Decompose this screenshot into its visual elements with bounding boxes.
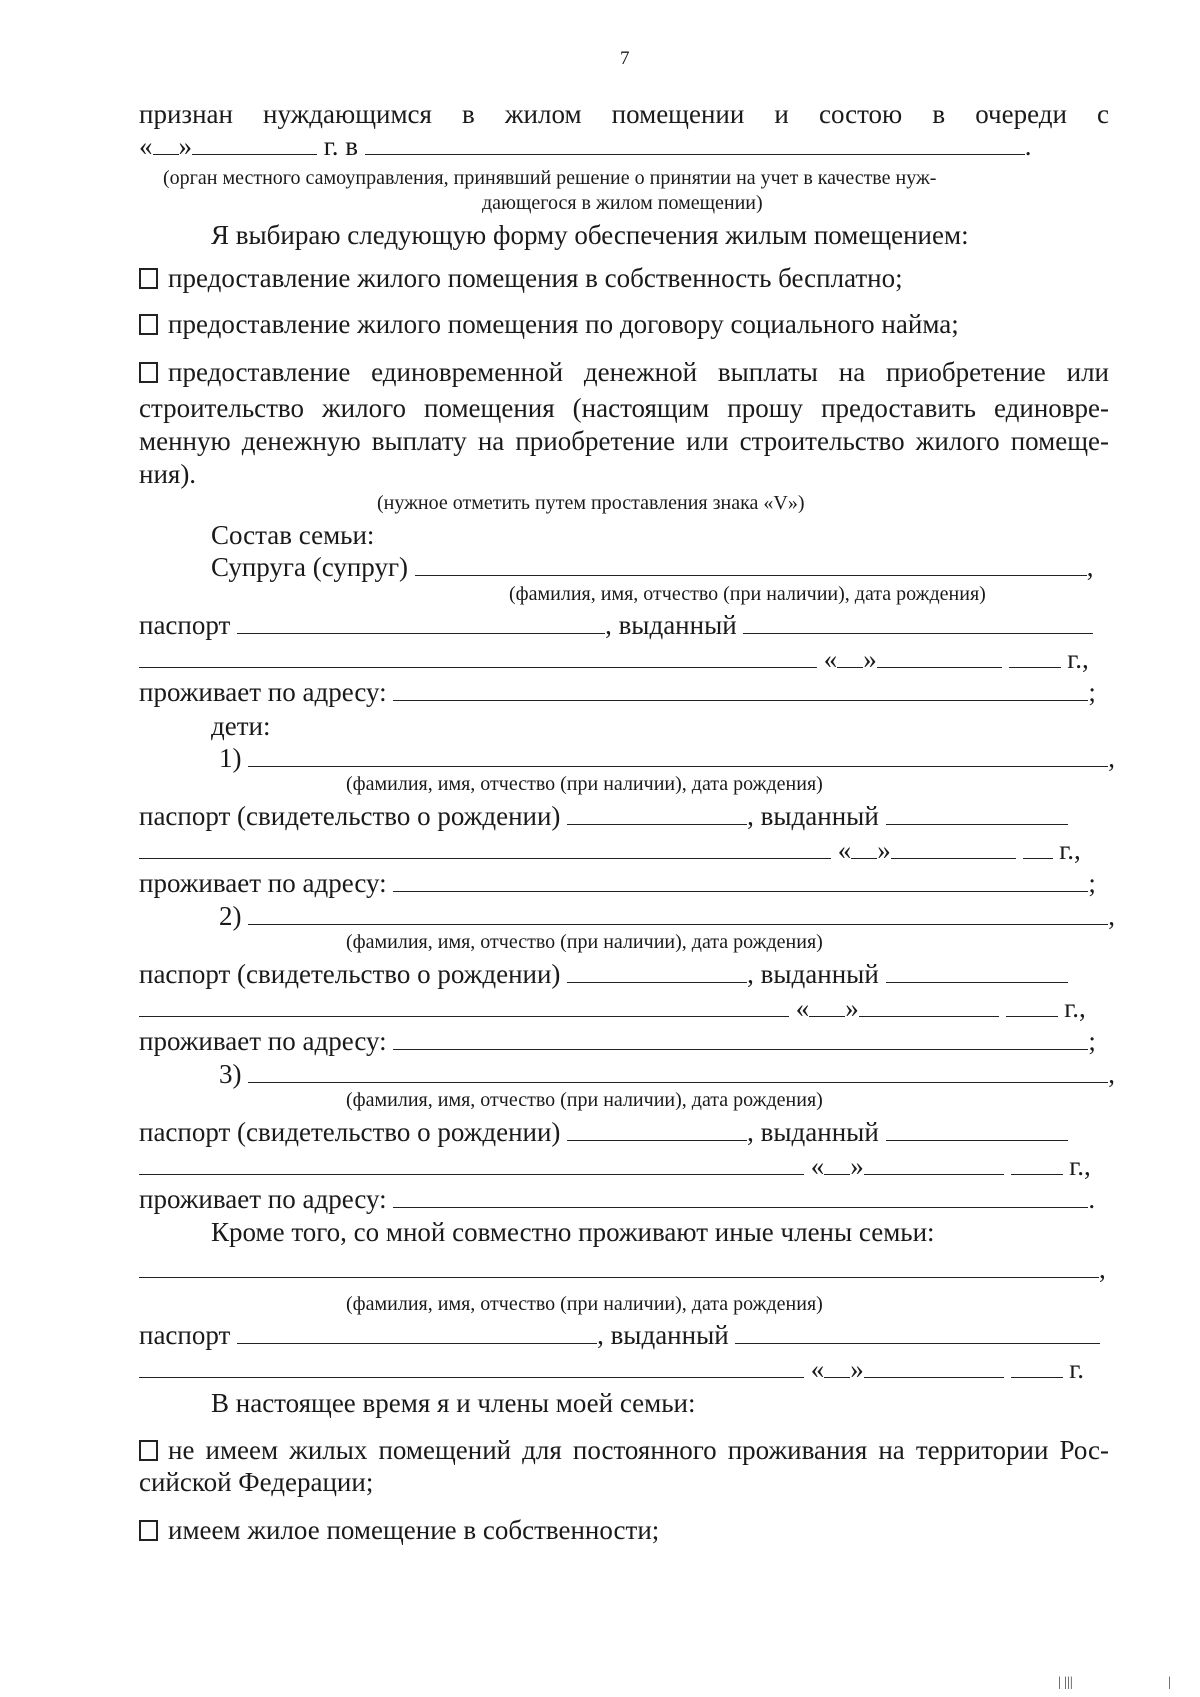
- authority-blank[interactable]: [365, 130, 1025, 155]
- child2-caption: (фамилия, имя, отчество (при наличии), дата рождения): [346, 931, 823, 953]
- checkbox-own-housing[interactable]: [139, 1520, 158, 1541]
- child1-day-blank[interactable]: [851, 834, 877, 859]
- child2-name-blank[interactable]: [248, 900, 1108, 925]
- child1-doc-line: паспорт (свидетельство о рождении) , выданный: [139, 800, 1109, 832]
- checkbox-cash-payment[interactable]: [139, 362, 158, 383]
- child3-doc-blank[interactable]: [567, 1116, 747, 1141]
- child1-month-blank[interactable]: [891, 834, 1016, 859]
- child3-address-blank[interactable]: [393, 1183, 1088, 1208]
- spouse-line: Супруга (супруг) ,: [211, 552, 1094, 582]
- child3-caption: (фамилия, имя, отчество (при наличии), дата рождения): [346, 1089, 823, 1111]
- child1-issuer-blank[interactable]: [886, 800, 1068, 825]
- child2-address-blank[interactable]: [393, 1025, 1088, 1050]
- child3-year-blank[interactable]: [1011, 1150, 1063, 1175]
- spouse-name-blank[interactable]: [415, 551, 1087, 576]
- child3-issuer-blank-2[interactable]: [139, 1150, 804, 1175]
- day-blank[interactable]: [153, 130, 179, 155]
- authority-caption-cont: дающегося в жилом помещении): [482, 192, 763, 214]
- option-social-rent: предоставление жилого помещения по договору социального найма;: [139, 308, 1109, 340]
- family-heading: Состав семьи:: [211, 520, 375, 550]
- other-passport-line: паспорт , выданный: [139, 1319, 1109, 1351]
- child2-day-blank[interactable]: [809, 992, 845, 1017]
- spouse-address-blank[interactable]: [393, 676, 1088, 701]
- spouse-address-line: проживает по адресу: ;: [139, 677, 1096, 707]
- scan-edge-mark-2: |: [1168, 1675, 1171, 1690]
- child3-month-blank[interactable]: [864, 1150, 1004, 1175]
- child2-issuer-blank-2[interactable]: [139, 992, 789, 1017]
- spouse-passport-line: паспорт , выданный: [139, 609, 1109, 641]
- child3-name-blank[interactable]: [248, 1058, 1108, 1083]
- child1-caption: (фамилия, имя, отчество (при наличии), дата рождения): [346, 773, 823, 795]
- child2-doc-line: паспорт (свидетельство о рождении) , выданный: [139, 958, 1109, 990]
- other-passport-blank[interactable]: [237, 1319, 597, 1344]
- checkbox-free-ownership[interactable]: [139, 268, 158, 289]
- children-heading: дети:: [211, 711, 271, 741]
- child1-issuer-blank-2[interactable]: [139, 834, 831, 859]
- child1-address-line: проживает по адресу: ;: [139, 868, 1096, 898]
- option-no-housing-line2: сийской Федерации;: [139, 1467, 374, 1497]
- other-issuer-blank[interactable]: [735, 1319, 1100, 1344]
- child2-doc-blank[interactable]: [567, 958, 747, 983]
- checkbox-no-housing[interactable]: [139, 1440, 158, 1461]
- checkbox-social-rent[interactable]: [139, 314, 158, 335]
- mark-note: (нужное отметить путем проставления знака «V»): [377, 492, 805, 514]
- spouse-year-blank[interactable]: [1009, 643, 1061, 668]
- option-own-housing: имеем жилое помещение в собственности;: [139, 1514, 1109, 1546]
- child3-day-blank[interactable]: [824, 1150, 850, 1175]
- child2-month-blank[interactable]: [859, 992, 999, 1017]
- other-members-heading: Кроме того, со мной совместно проживают иные члены семьи:: [211, 1217, 935, 1247]
- child3-issue-date-line: « » г.,: [139, 1150, 1109, 1182]
- other-issuer-blank-2[interactable]: [139, 1353, 804, 1378]
- option-free-ownership: предоставление жилого помещения в собственность бесплатно;: [139, 262, 1109, 294]
- child1-year-blank[interactable]: [1023, 834, 1053, 859]
- child2-year-blank[interactable]: [1006, 992, 1058, 1017]
- child2-issue-date-line: « » г.,: [139, 992, 1109, 1024]
- scan-edge-mark: | |||: [1058, 1675, 1073, 1690]
- child1-address-blank[interactable]: [393, 867, 1088, 892]
- other-members-caption: (фамилия, имя, отчество (при наличии), дата рождения): [346, 1293, 823, 1315]
- child3-issuer-blank[interactable]: [886, 1116, 1068, 1141]
- other-year-blank[interactable]: [1011, 1353, 1063, 1378]
- spouse-issue-date-line: « » г.,: [139, 643, 1109, 675]
- housing-heading: В настоящее время я и члены моей семьи:: [211, 1388, 696, 1418]
- other-members-line: ,: [139, 1253, 1109, 1285]
- option-cash-payment-line2: строительство жилого помещения (настоящим прошу предоставить единовре-: [139, 393, 1109, 423]
- choice-heading: Я выбираю следующую форму обеспечения жилым помещением:: [211, 220, 969, 250]
- queue-status-line: признан нуждающимся в жилом помещении и состою в очереди с: [139, 99, 1109, 129]
- child3-address-line: проживает по адресу: .: [139, 1184, 1096, 1214]
- spouse-day-blank[interactable]: [837, 643, 863, 668]
- child1-issue-date-line: « » г.,: [139, 834, 1109, 866]
- authority-caption: (орган местного самоуправления, принявший решение о принятии на учет в качестве нуж-: [163, 167, 937, 189]
- option-cash-payment: предоставление единовременной денежной выплаты на приобретение или: [139, 356, 1109, 388]
- page-number: 7: [620, 48, 630, 69]
- queue-date-line: « » г. в .: [139, 131, 1032, 161]
- spouse-caption: (фамилия, имя, отчество (при наличии), дата рождения): [509, 583, 986, 605]
- other-members-blank[interactable]: [139, 1253, 1099, 1278]
- option-no-housing: не имеем жилых помещений для постоянного проживания на территории Рос-: [139, 1434, 1109, 1466]
- child2-address-line: проживает по адресу: ;: [139, 1026, 1096, 1056]
- other-month-blank[interactable]: [864, 1353, 1004, 1378]
- spouse-passport-blank[interactable]: [237, 609, 605, 634]
- other-issue-date-line: « » г.: [139, 1353, 1109, 1385]
- spouse-issuer-blank[interactable]: [743, 609, 1093, 634]
- spouse-issuer-blank-2[interactable]: [139, 643, 817, 668]
- option-cash-payment-line3: менную денежную выплату на приобретение или строительство жилого помеще-: [139, 426, 1109, 456]
- child2-issuer-blank[interactable]: [886, 958, 1068, 983]
- spouse-month-blank[interactable]: [877, 643, 1002, 668]
- child3-line: 3) ,: [219, 1059, 1115, 1089]
- month-blank[interactable]: [192, 130, 317, 155]
- other-day-blank[interactable]: [824, 1353, 850, 1378]
- option-cash-payment-line4: ния).: [139, 459, 197, 489]
- child3-doc-line: паспорт (свидетельство о рождении) , выданный: [139, 1116, 1109, 1148]
- child1-line: 1) ,: [219, 743, 1115, 773]
- child1-name-blank[interactable]: [248, 742, 1108, 767]
- child2-line: 2) ,: [219, 901, 1115, 931]
- child1-doc-blank[interactable]: [567, 800, 747, 825]
